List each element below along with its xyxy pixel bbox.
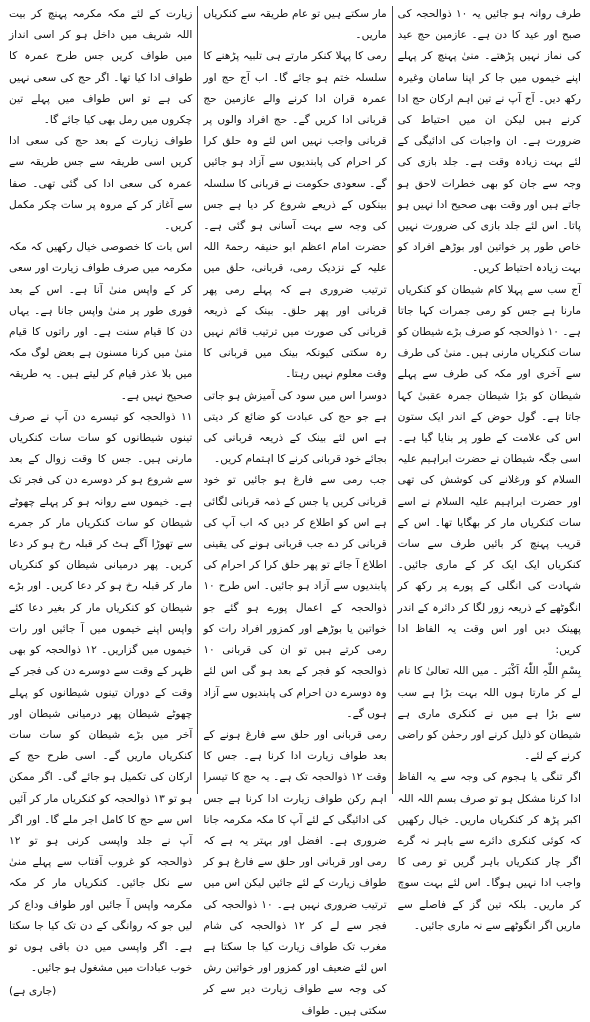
article-paragraph: اگر تنگی یا ہجوم کی وجہ سے یہ الفاظ ادا کرنا مشکل ہو تو صرف بسم اللہ اللہ اکبر پڑھ کر کنکریاں ماریں۔ خیال رکھیں کہ کوئی کنکری دائرے سے باہر نہ گرے اگر چار کنکریاں باہر گریں تو رمی کا واجب ادا نہیں ہوگا۔ اس لئے بہت سوچ کر ماریں۔ بلکہ تین گز کے فاصلے سے ماریں اگر انگوٹھے سے نہ ماری جائیں۔ <box>397 771 581 932</box>
article-paragraph: جب رمی سے فارغ ہو جائیں تو خود قربانی کریں یا جس کے ذمہ قربانی لگائی ہے اس کو اطلاع کر دیں کہ اب آپ کی قربانی کر دے جب قربانی ہونے کی یقینی اطلاع آ جائے تو پھر حلق کرا کر احرام کی پابندیوں سے آزاد ہو جائیں۔ اس طرح ۱۰ ذوالحجہ کے اعمال پورے ہو گئے جو خواتین یا بوڑھے اور کمزور افراد رات کو رمی کرتے ہیں تو ان کی قربانی ۱۰ ذوالحجہ کو فجر کے بعد ہو گی اس لئے وہ دوسرے دن احرام کی پابندیوں سے آزاد ہوں گے۔ <box>203 474 387 720</box>
article-column-left <box>4 4 197 998</box>
article-paragraph: طواف زیارت کے بعد حج کی سعی ادا کریں اسی طریقہ سے جس طریقہ سے عمرہ کی سعی ادا کی گئی تھی۔ صفا سے آغاز کر کے مروہ پر سات چکر مکمل کریں۔ <box>9 135 193 233</box>
article-paragraph: آج سب سے پہلا کام شیطان کو کنکریاں مارنا ہے جس کو رمی جمرات کہا جاتا ہے۔ ۱۰ ذوالحجہ کو صرف بڑے شیطان کو سات کنکریاں مارنی ہیں۔ منیٰ کی طرف سے آخری اور مکہ کی طرف سے پہلے شیطان کو بڑا شیطان جمرہ عقبیٰ کہا جاتا ہے۔ گول حوض کے اندر ایک ستون اس کی علامت کے طور پر بنایا گیا ہے۔ اسی جگہ شیطان نے حضرت ابراہیم علیہ السلام کو ورغلانے کی کوشش کی تھی اور حضرت ابراہیم علیہ السلام نے اسے سات کنکریاں مار کر بھگایا تھا۔ اس کے قریب پہنچ کر بائیں طرف سے سات کنکریاں ایک ایک کر کے ماری جائیں۔ شہادت کی انگلی کے پورے پر رکھ کر انگوٹھے کے ذریعہ زور لگا کر دائرہ کے اندر پھینک دیں اور اس وقت یہ الفاظ ادا کریں: <box>397 283 581 657</box>
article-column-right <box>393 4 586 932</box>
article-column-middle <box>198 4 391 1017</box>
article-paragraph: اس بات کا خصوصی خیال رکھیں کہ مکہ مکرمہ میں صرف طواف زیارت اور سعی کر کے واپس منیٰ آنا ہے۔ اس کے بعد فوری طور پر منیٰ واپس جانا ہے۔ یہاں دن کا قیام سنت ہے۔ اور راتوں کا قیام منیٰ میں کرنا مسنون ہے بعض لوگ مکہ میں بلا عذر قیام کر لیتے ہیں۔ یہ طریقہ صحیح نہیں ہے۔ <box>9 241 193 402</box>
article-paragraph: رمی قربانی اور حلق سے فارغ ہونے کے بعد طواف زیارت ادا کرنا ہے۔ جس کا وقت ۱۲ ذوالحجہ تک ہے۔ یہ حج کا تیسرا اہم رکن طواف زیارت ادا کرنا ہے جس کی ادائیگی کے لئے آپ کا مکہ مکرمہ جانا ضروری ہے۔ افضل اور بہتر یہ ہے کہ رمی اور قربانی اور حلق سے فارغ ہو کر طواف زیارت کے لئے جائیں لیکن اس میں ترتیب ضروری نہیں ہے۔ ۱۰ ذوالحجہ کی فجر سے لے کر ۱۲ ذوالحجہ کی شام مغرب تک طواف زیارت کیا جا سکتا ہے اس لئے ضعیف اور کمزور اور خواتین رش کی وجہ سے طواف زیارت دیر سے کر سکتی ہیں۔ طواف <box>203 728 387 1017</box>
article-paragraph: مار سکتے ہیں تو عام طریقہ سے کنکریاں ماریں۔ <box>203 8 387 42</box>
article-paragraph: رمی کا پہلا کنکر مارتے ہی تلبیہ پڑھنے کا سلسلہ ختم ہو جائے گا۔ اب آج حج اور عمرہ قران ادا کرنے والے عازمین حج قربانی ادا کریں گے۔ حج افراد والوں پر قربانی واجب نہیں اس لئے وہ حلق کرا کر احرام کی پابندیوں سے آزاد ہو جائیں گے۔ سعودی حکومت نے قربانی کا سلسلہ بینکوں کے ذریعے شروع کر دیا ہے جس کی وجہ سے بہت آسانی ہو گئی ہے۔ حضرت امام اعظم ابو حنیفہ رحمۃ اللہ علیہ کے نزدیک رمی، قربانی، حلق میں ترتیب ضروری ہے کہ پہلے رمی پھر قربانی اور پھر حلق۔ بینک کے ذریعہ قربانی کی صورت میں ترتیب قائم نہیں رہ سکتی کیونکہ بینک میں قربانی کا وقت معلوم نہیں رہتا۔ <box>203 50 387 381</box>
article-paragraph: ۱۱ ذوالحجہ کو تیسرے دن آپ نے صرف تینوں شیطانوں کو سات سات کنکریاں مارنی ہیں۔ جس کا وقت زوال کے بعد سے شروع ہو کر دوسرے دن کی فجر تک ہے۔ خیموں سے روانہ ہو کر پہلے چھوٹے شیطان کو سات کنکریاں مار کر جمرے سے تھوڑا آگے ہٹ کر قبلہ رخ ہو کر دعا کریں۔ پھر درمیانی شیطان کو کنکریاں مار کر قبلہ رخ ہو کر دعا کریں۔ اور بڑے شیطان کو کنکریاں مار کر بغیر دعا کئے واپس اپنے خیموں میں آ جائیں اور رات خیموں میں گزاریں۔ ۱۲ ذوالحجہ کو بھی ظہر کے وقت سے دوسرے دن کی فجر کے وقت کے دوران تینوں شیطانوں کو پہلے چھوٹے شیطان پھر درمیانی شیطان اور آخر میں بڑے شیطان کو سات سات کنکریاں ماریں گے۔ اسی طرح حج کے ارکان کی تکمیل ہو جائے گی۔ اگر ممکن ہو تو ۱۳ ذوالحجہ کو کنکریاں مار کر آئیں اس سے حج کا کامل اجر ملے گا۔ اور اگر آپ نے جلد واپسی کرنی ہو تو ۱۲ ذوالحجہ کو غروب آفتاب سے پہلے منیٰ سے نکل جائیں۔ کنکریاں مار کر مکہ مکرمہ واپس آ جائیں اور طواف وداع کر لیں جو کہ روانگی کے دن تک کیا جا سکتا ہے۔ اگر واپسی میں دن باقی ہوں تو خوب عبادات میں مشغول ہو جائیں۔ <box>9 410 193 975</box>
article-paragraph: بِسْمِ اللّٰہِ اللّٰہُ اَکْبَر ۔ میں اللہ تعالیٰ کا نام لے کر مارتا ہوں اللہ بہت بڑا ہے سب سے بڑا ہے میں نے کنکری ماری ہے شیطان کو ذلیل کرنے اور رحمٰن کو راضی کرنے کے لئے۔ <box>397 665 581 763</box>
article-paragraph: دوسرا اس میں سود کی آمیزش ہو جاتی ہے جو حج کی عبادت کو ضائع کر دیتی ہے اس لئے بینک کے ذریعہ قربانی کی بجائے خود قربانی کرنے کا اہتمام کریں۔ <box>203 389 387 466</box>
article-paragraph: طرف روانہ ہو جائیں یہ ۱۰ ذوالحجہ کی صبح اور عید کا دن ہے۔ عازمین حج عید کی نماز نہیں پڑھتے۔ منیٰ پہنچ کر پہلے اپنے خیموں میں جا کر اپنا سامان وغیرہ رکھ دیں۔ آج آپ نے تین اہم ارکان حج ادا کرنے ہیں لیکن ان میں احتیاط کی ضرورت ہے۔ ان واجبات کی ادائیگی کے لئے بہت زیادہ وقت ہے۔ جلد بازی کی وجہ سے جان کو بھی خطرات لاحق ہو جاتے ہیں اور وقت بھی صحیح ادا نہیں ہو پاتا۔ اس لئے جلد بازی کی ضرورت نہیں خاص طور پر خواتین اور بوڑھے افراد کو بہت زیادہ احتیاط کریں۔ <box>397 8 581 275</box>
article-columns <box>4 4 586 1017</box>
continued-note: (جاری ہے) <box>9 985 57 998</box>
article-paragraph: زیارت کے لئے مکہ مکرمہ پہنچ کر بیت اللہ شریف میں داخل ہو کر اسی انداز میں طواف کریں جس طرح عمرہ کا طواف ادا کیا تھا۔ اگر حج کی سعی نہیں کی ہے تو اس طواف میں پہلے تین چکروں میں رمل بھی کیا جائے گا۔ <box>9 8 193 127</box>
